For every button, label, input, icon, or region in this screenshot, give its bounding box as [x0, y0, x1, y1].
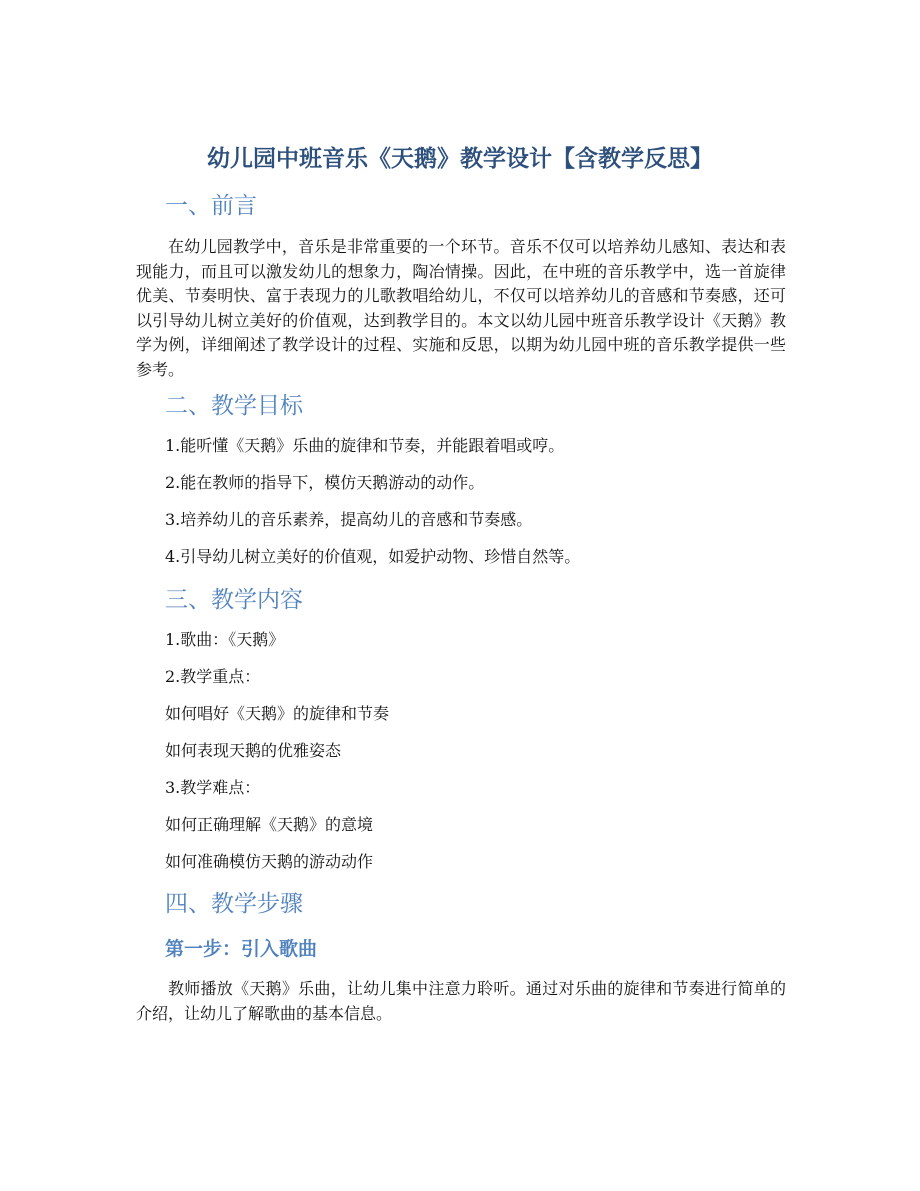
section-heading-steps: 四、教学步骤	[165, 891, 303, 917]
section-heading-preface: 一、前言	[165, 193, 257, 219]
section-heading-content: 三、教学内容	[165, 587, 303, 613]
content-item: 如何表现天鹅的优雅姿态	[165, 741, 342, 760]
content-item: 3.教学难点：	[165, 778, 261, 797]
content-item: 2.教学重点：	[165, 667, 261, 686]
section-heading-objectives: 二、教学目标	[165, 393, 303, 419]
content-item: 如何准确模仿天鹅的游动动作	[165, 852, 374, 871]
objective-item: 1.能听懂《天鹅》乐曲的旋律和节奏，并能跟着唱或哼。	[165, 436, 565, 455]
document-title: 幼儿园中班音乐《天鹅》教学设计【含教学反思】	[207, 146, 713, 172]
step-one-paragraph: 教师播放《天鹅》乐曲，让幼儿集中注意力聆听。通过对乐曲的旋律和节奏进行简单的介绍，让幼儿了解歌曲的基本信息。	[136, 979, 786, 1023]
preface-paragraph: 在幼儿园教学中，音乐是非常重要的一个环节。音乐不仅可以培养幼儿感知、表达和表现能力，而且可以激发幼儿的想象力，陶冶情操。因此，在中班的音乐教学中，选一首旋律优美、节奏明快、富于表现力的儿歌教唱给幼儿，不仅可以培养幼儿的音感和节奏感，还可以引导幼儿树立美好的价值观，达到教学目的。本文以幼儿园中班音乐教学设计《天鹅》教学为例，详细阐述了教学设计的过程、实施和反思，以期为幼儿园中班的音乐教学提供一些参考。	[136, 237, 786, 379]
objective-item: 2.能在教师的指导下，模仿天鹅游动的动作。	[165, 473, 485, 492]
objective-item: 3.培养幼儿的音乐素养，提高幼儿的音感和节奏感。	[165, 510, 533, 529]
objective-item: 4.引导幼儿树立美好的价值观，如爱护动物、珍惜自然等。	[165, 547, 581, 566]
step-one-heading: 第一步：引入歌曲	[165, 938, 318, 960]
content-item: 如何正确理解《天鹅》的意境	[165, 815, 374, 834]
content-item: 1.歌曲：《天鹅》	[165, 630, 285, 649]
content-item: 如何唱好《天鹅》的旋律和节奏	[165, 704, 390, 723]
